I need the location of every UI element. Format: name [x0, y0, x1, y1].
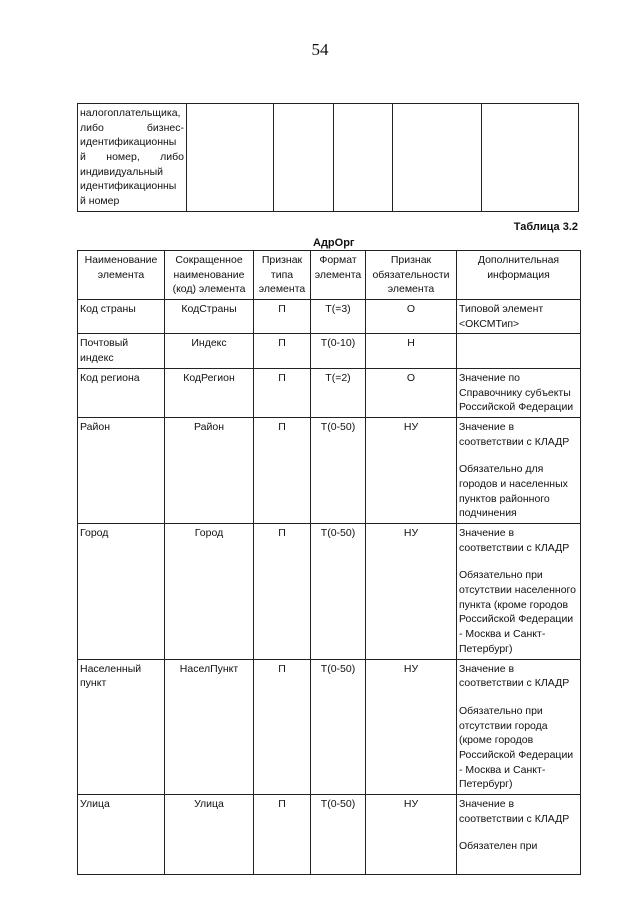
header-type: Признак типа элемента: [254, 251, 311, 300]
cell-info: [457, 368, 581, 417]
info-note: Обязательно для городов и населенных пунктов районного подчинения: [459, 463, 568, 520]
cell-format: T(=3): [311, 300, 366, 334]
cell-mandatory: О: [366, 300, 457, 334]
empty-cell: [393, 104, 482, 212]
table-row: [78, 368, 581, 417]
empty-cell: [334, 104, 393, 212]
cell-mandatory: О: [366, 368, 457, 417]
empty-cell: [274, 104, 334, 212]
spacer: [459, 826, 578, 839]
cell-mandatory: НУ: [366, 795, 457, 875]
info-text: Типовой элемент <ОКСМТип>: [459, 303, 544, 330]
table-row: [78, 659, 581, 795]
header-row: [78, 251, 581, 300]
cell-info: [457, 334, 581, 368]
cell-info: [457, 659, 581, 795]
cell-mandatory: НУ: [366, 524, 457, 660]
text-line: налогоплательщика,: [80, 107, 181, 119]
info-note: Обязательно при отсутствии населенного пункта (кроме городов Российской Федерации - Москва и Санкт-Петербург): [459, 569, 576, 655]
info-text: Значение по Справочнику субъекты Российской Федерации: [459, 371, 574, 414]
header-info: Дополнительная информация: [457, 251, 581, 300]
spacer: [459, 691, 578, 704]
cell-mandatory: НУ: [366, 659, 457, 795]
header-mandatory: Признак обязательности элемента: [366, 251, 457, 300]
info-text: Значение в соответствии с КЛАДР: [459, 420, 570, 448]
table-row: [78, 417, 581, 523]
cell-name: Улица: [78, 795, 165, 875]
cell-type: П: [254, 334, 311, 368]
text-line: идентификационны: [80, 136, 177, 149]
table-row: [78, 334, 581, 368]
cell-type: П: [254, 795, 311, 875]
cell-name: Код страны: [78, 300, 165, 334]
table-number: Таблица 3.2: [513, 221, 578, 233]
text-line: либо бизнес-: [80, 121, 184, 134]
header-format: Формат элемента: [311, 251, 366, 300]
page-number: 54: [311, 40, 329, 59]
cell-format: T(=2): [311, 368, 366, 417]
table-title: АдрОрг: [313, 237, 355, 249]
cell-code: Индекс: [165, 334, 254, 368]
cell-name: Город: [78, 524, 165, 660]
cell-format: T(0-10): [311, 334, 366, 368]
cell-info: [457, 300, 581, 334]
table-row: [78, 524, 581, 660]
cell-name: Почтовый индекс: [78, 334, 165, 368]
spacer: [459, 449, 578, 462]
cell-info: [457, 417, 581, 523]
cell-code: КодСтраны: [165, 300, 254, 334]
cell-format: T(0-50): [311, 795, 366, 875]
cell-info: [457, 524, 581, 660]
address-table: [77, 250, 581, 875]
empty-cell: [482, 104, 579, 212]
info-text: Значение в соответствии с КЛАДР: [459, 527, 570, 554]
cell-type: П: [254, 368, 311, 417]
table-row: [78, 300, 581, 334]
text-line: индивидуальный: [80, 165, 164, 178]
cell-name: Населенный пункт: [78, 659, 165, 795]
cell-type: П: [254, 417, 311, 523]
cell-code: КодРегион: [165, 368, 254, 417]
cell-code: Район: [165, 417, 254, 523]
cell-info: [457, 795, 581, 875]
header-name: Наименование элемента: [78, 251, 165, 300]
info-note: Обязателен при: [459, 840, 538, 853]
cell-name: Код региона: [78, 368, 165, 417]
cell-code: Город: [165, 524, 254, 660]
text-line: й номер: [80, 195, 120, 208]
cell-mandatory: Н: [366, 334, 457, 368]
table-row: [78, 795, 581, 875]
cell-code: НаселПункт: [165, 659, 254, 795]
text-line: идентификационны: [80, 180, 177, 193]
cell-format: T(0-50): [311, 659, 366, 795]
spacer: [459, 555, 578, 568]
cell-format: T(0-50): [311, 524, 366, 660]
cell-code: Улица: [165, 795, 254, 875]
cell-type: П: [254, 659, 311, 795]
continuation-cell: [78, 104, 187, 212]
cell-type: П: [254, 524, 311, 660]
info-note: Обязательно при отсутствии города (кроме городов Российской Федерации - Москва и Санкт-Петербург): [459, 704, 574, 791]
info-text: Значение в соответствии с КЛАДР: [459, 798, 570, 825]
info-text: Значение в соответствии с КЛАДР: [459, 662, 570, 690]
text-line: й номер, либо: [80, 151, 184, 164]
empty-cell: [187, 104, 274, 212]
cell-name: Район: [78, 417, 165, 523]
cell-type: П: [254, 300, 311, 334]
table-row: [78, 104, 579, 212]
continuation-table: [77, 103, 579, 212]
cell-mandatory: НУ: [366, 417, 457, 523]
header-code: Сокращенное наименование (код) элемента: [165, 251, 254, 300]
cell-format: T(0-50): [311, 417, 366, 523]
